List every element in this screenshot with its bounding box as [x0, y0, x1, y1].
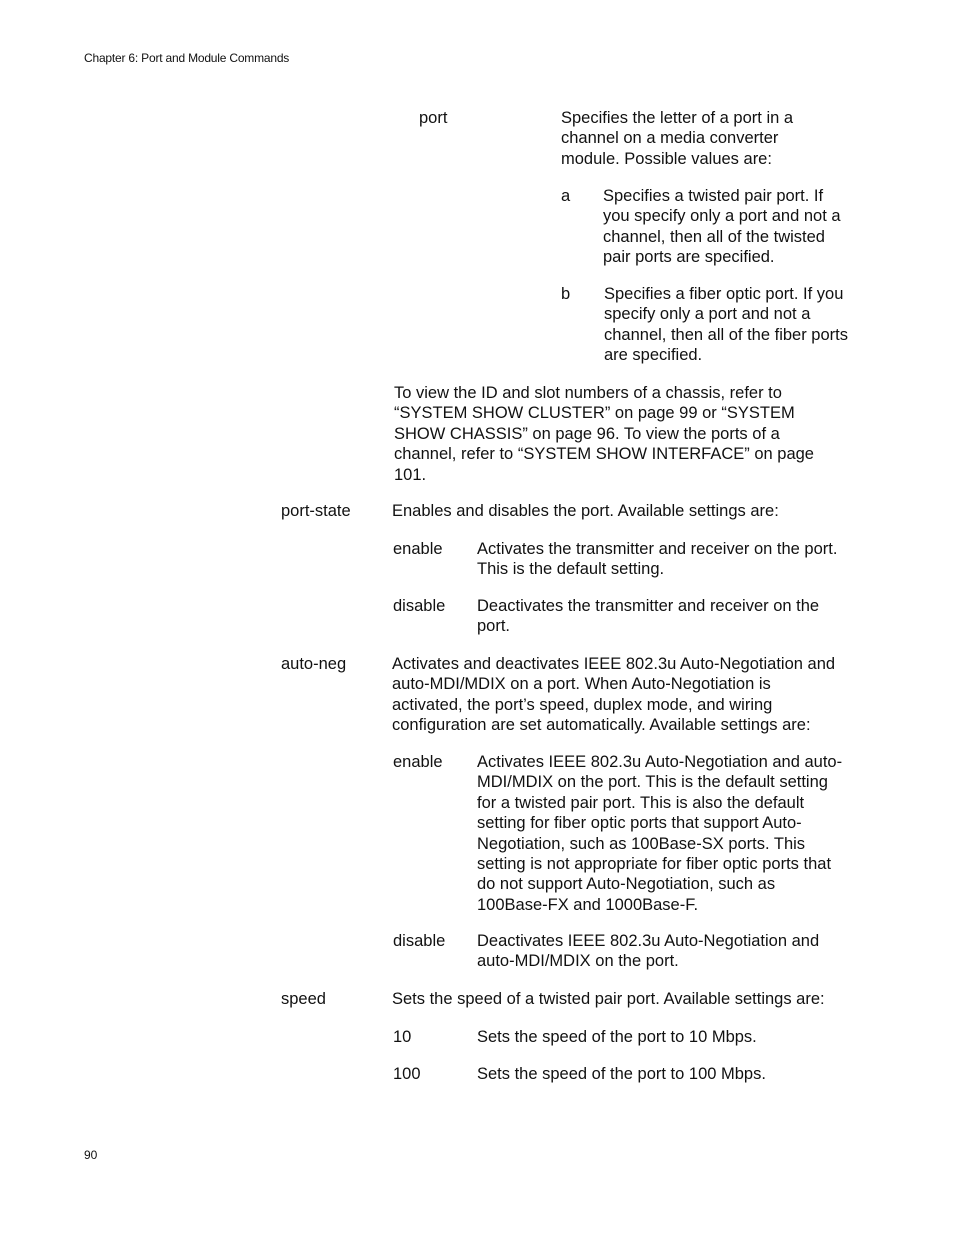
- option-desc-auto-neg-enable: Activates IEEE 802.3u Auto-Negotiation and auto-MDI/MDIX on the port. This is the default setting for a twisted pair port. This is also the default setting for fiber optic ports that support Auto-Negotiation, such as 100Base-SX ports. This setting is not appropriate for fiber optic ports that do not support Auto-Negotiation, such as 100Base-FX and 1000Base-F.: [477, 753, 843, 914]
- option-desc-auto-neg-disable: Deactivates IEEE 802.3u Auto-Negotiation and auto-MDI/MDIX on the port.: [477, 932, 820, 971]
- page-number: 90: [84, 1148, 98, 1162]
- param-term-port-state: port-state: [281, 502, 351, 520]
- option-key-port-state-disable: disable: [393, 597, 446, 615]
- option-key-speed-10: 10: [393, 1028, 412, 1046]
- option-key-auto-neg-enable: enable: [393, 753, 443, 771]
- param-desc-auto-neg: Activates and deactivates IEEE 802.3u Auto-Negotiation and auto-MDI/MDIX on a port. When Auto-Negotiation is activated, the port’s speed, duplex mode, and wiring configuration are set automatically. Available settings are:: [392, 655, 836, 735]
- param-term-port: port: [419, 109, 448, 127]
- param-term-auto-neg: auto-neg: [281, 655, 347, 673]
- option-desc-port-state-disable: Deactivates the transmitter and receiver on the port.: [477, 597, 820, 636]
- option-desc-speed-100: Sets the speed of the port to 100 Mbps.: [477, 1065, 766, 1083]
- port-note: To view the ID and slot numbers of a chassis, refer to “SYSTEM SHOW CLUSTER” on page 99 or “SYSTEM SHOW CHASSIS” on page 96. To view the ports of a channel, refer to “SYSTEM SHOW INTERFACE” on page 101.: [394, 384, 814, 484]
- option-key-speed-100: 100: [393, 1065, 421, 1083]
- port-value-desc-a: Specifies a twisted pair port. If you specify only a port and not a channel, then all of the twisted pair ports are specified.: [603, 187, 841, 267]
- port-value-key-a: a: [561, 187, 571, 205]
- port-value-key-b: b: [561, 285, 571, 303]
- option-desc-port-state-enable: Activates the transmitter and receiver on the port. This is the default setting.: [477, 540, 838, 579]
- option-desc-speed-10: Sets the speed of the port to 10 Mbps.: [477, 1028, 757, 1046]
- port-value-desc-b: Specifies a fiber optic port. If you specify only a port and not a channel, then all of the fiber ports are specified.: [604, 285, 848, 365]
- param-term-speed: speed: [281, 990, 326, 1008]
- param-desc-port: Specifies the letter of a port in a channel on a media converter module. Possible values are:: [561, 109, 794, 168]
- option-key-auto-neg-disable: disable: [393, 932, 446, 950]
- option-key-port-state-enable: enable: [393, 540, 443, 558]
- param-desc-speed: Sets the speed of a twisted pair port. Available settings are:: [392, 990, 825, 1008]
- chapter-header: Chapter 6: Port and Module Commands: [84, 51, 290, 65]
- param-desc-port-state: Enables and disables the port. Available settings are:: [392, 502, 779, 520]
